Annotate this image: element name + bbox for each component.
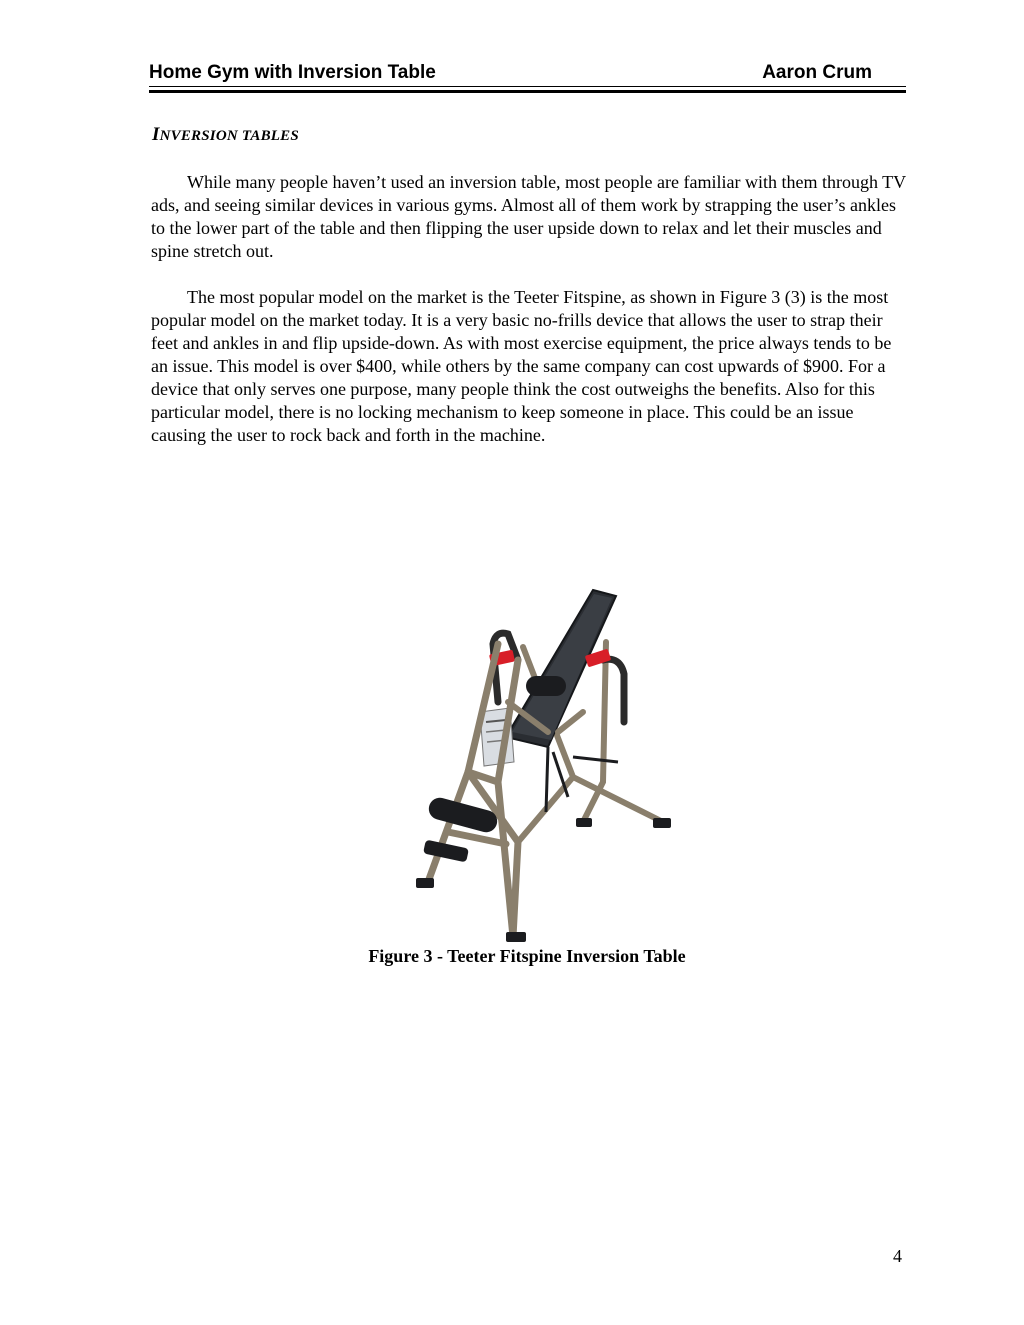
- header-rule-thin: [149, 86, 906, 87]
- section-heading: [152, 124, 299, 146]
- section-heading-initial: I: [152, 124, 160, 145]
- front-foot-left: [416, 878, 434, 888]
- header-title: Home Gym with Inversion Table: [149, 62, 436, 83]
- section-heading-rest: NVERSION TABLES: [159, 128, 299, 144]
- header-author: Aaron Crum: [762, 62, 872, 83]
- inversion-table-image: [398, 582, 678, 946]
- paragraph-2: The most popular model on the market is the Teeter Fitspine, as shown in Figure 3 (3) is the most popular model on the market today. It is a very basic no-frills device that allows the user to strap their feet and ankles in and flip upside-down. As with most exercise equipment, the price always tends to be an issue. This model is over $400, while others by the same company can cost upwards of $900. For a device that only serves one purpose, many people think the cost outweighs the benefits. Also for this particular model, there is no locking mechanism to keep someone in place. This could be an issue causing the user to rock back and forth in the machine.: [151, 287, 892, 445]
- paragraph-1: While many people haven’t used an inversion table, most people are familiar with them through TV ads, and seeing similar devices in various gyms. Almost all of them work by strapping the user’s ankles to the lower part of the table and then flipping the user upside down to relax and let their muscles and spine stretch out.: [151, 172, 906, 261]
- figure-inversion-table: [398, 582, 678, 946]
- lumbar-pad: [526, 676, 566, 696]
- figure-caption: Figure 3 - Teeter Fitspine Inversion Table: [368, 946, 686, 966]
- page-number: 4: [893, 1246, 902, 1266]
- front-foot-right: [506, 932, 526, 942]
- front-frame: [428, 644, 518, 937]
- page-header: [149, 60, 906, 94]
- header-rule-thick: [149, 90, 906, 93]
- rear-foot: [653, 818, 671, 828]
